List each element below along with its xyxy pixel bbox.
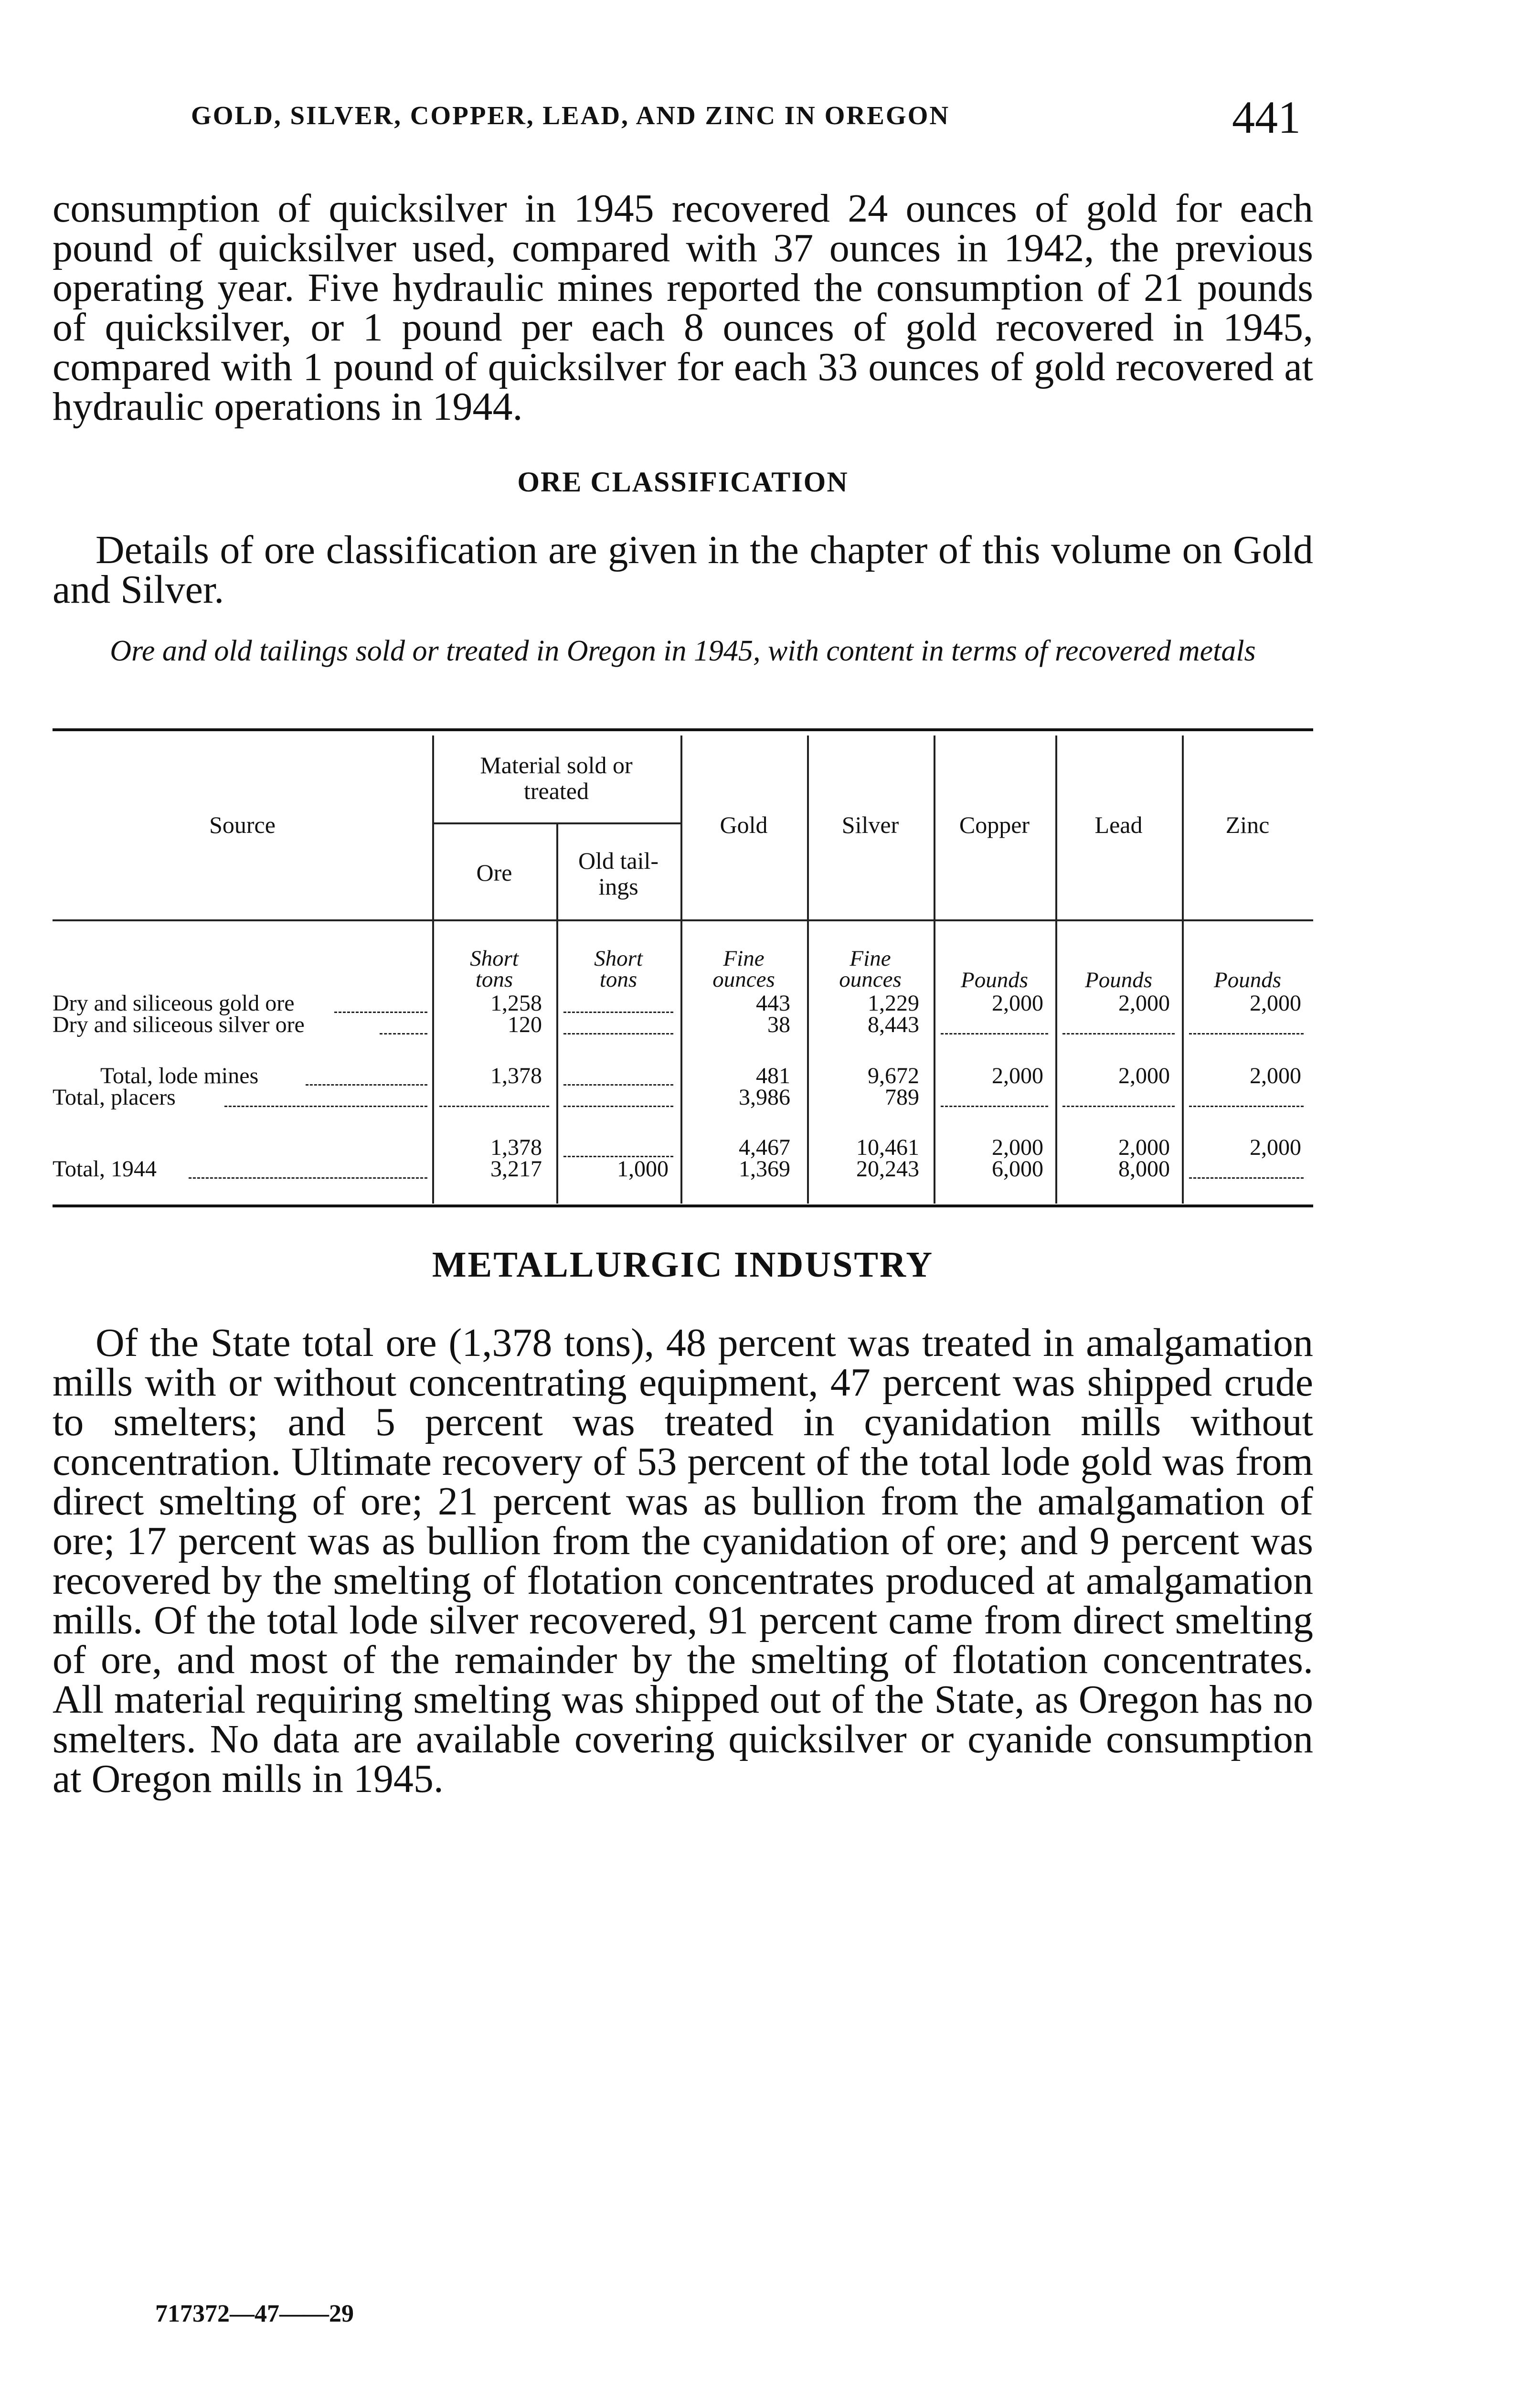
cell-copper: 2,000 (992, 991, 1043, 1016)
cell-empty (563, 1012, 673, 1013)
cell-silver: 789 (885, 1085, 919, 1110)
cell-silver: 10,461 (856, 1135, 919, 1160)
cell-ore: 1,258 (490, 991, 542, 1016)
cell-empty (941, 1106, 1048, 1107)
header-subrule (432, 822, 680, 824)
row-source: Total, lode mines (100, 1063, 259, 1088)
table-top-rule (53, 728, 1313, 731)
cell-empty (1062, 1033, 1175, 1034)
col-divider (934, 736, 935, 1204)
ore-classification-paragraph: Details of ore classification are given in the chapter of this volume on Gold and Silver. (53, 528, 1313, 612)
leader-dots (306, 1084, 427, 1086)
metallurgic-heading: METALLURGIC INDUSTRY (432, 1245, 934, 1285)
cell-ore: 1,378 (490, 1063, 542, 1088)
cell-zinc: 2,000 (1250, 1135, 1301, 1160)
page-number: 441 (1232, 92, 1301, 143)
leader-dots (189, 1177, 427, 1179)
unit-old-tailings: Short tons (594, 946, 643, 992)
row-source: Total, 1944 (53, 1156, 157, 1182)
col-divider (680, 736, 682, 1204)
leader-dots (224, 1106, 427, 1107)
cell-silver: 9,672 (868, 1063, 919, 1088)
cell-lead: 8,000 (1118, 1156, 1170, 1182)
cell-copper: 6,000 (992, 1156, 1043, 1182)
cell-lead: 2,000 (1118, 1063, 1170, 1088)
cell-empty (1189, 1106, 1304, 1107)
cell-ore: 3,217 (490, 1156, 542, 1182)
cell-copper: 2,000 (992, 1135, 1043, 1160)
header-source: Source (209, 811, 276, 838)
cell-empty (1189, 1177, 1304, 1179)
cell-zinc: 2,000 (1250, 991, 1301, 1016)
cell-ore: 120 (508, 1012, 542, 1037)
unit-ore: Short tons (470, 946, 519, 992)
footer-code: 717372—47——29 (155, 2300, 354, 2327)
col-divider (807, 736, 809, 1204)
cell-empty (941, 1033, 1048, 1034)
cell-empty (563, 1106, 673, 1107)
col-divider (556, 824, 558, 1204)
cell-zinc: 2,000 (1250, 1063, 1301, 1088)
unit-gold: Fine ounces (712, 946, 775, 992)
ore-classification-heading: ORE CLASSIFICATION (517, 466, 849, 498)
header-rule (53, 919, 1313, 921)
cell-lead: 2,000 (1118, 1135, 1170, 1160)
header-silver: Silver (841, 811, 899, 838)
unit-silver: Fine ounces (839, 946, 902, 992)
leader-dots (380, 1033, 427, 1034)
cell-ore: 1,378 (490, 1135, 542, 1160)
row-source: Dry and siliceous gold ore (53, 991, 295, 1016)
row-source: Total, placers (53, 1085, 176, 1110)
cell-empty (1062, 1106, 1175, 1107)
cell-gold: 4,467 (739, 1135, 790, 1160)
unit-copper: Pounds (961, 968, 1028, 992)
cell-gold: 38 (767, 1012, 790, 1037)
header-material: Material sold or treated (480, 752, 633, 804)
cell-old-tailings: 1,000 (617, 1156, 669, 1182)
cell-gold: 481 (756, 1063, 790, 1088)
col-divider (1182, 736, 1184, 1204)
row-source: Dry and siliceous silver ore (53, 1012, 305, 1037)
col-divider (432, 736, 434, 1204)
header-gold: Gold (720, 811, 768, 838)
metallurgic-paragraph: Of the State total ore (1,378 tons), 48 percent was treated in amalgamation mills with or without concentrating equipment, 47 percent was shipped crude to smelters; and 5 percent was treated in cyanidation mills without concentration. Ultimate recovery of 53 percent of the total lode gold was from direct smelting of ore; 21 percent was as bullion from the amalgamation of ore; 17 percent was as bullion from the cyanidation of ore; and 9 percent was recovered by the smelting of flotation concentrates produced at amalgamation mills. Of the total lode silver recovered, 91 percent came from direct smelting of ore, and most of the remainder by the smelting of flotation concentrates. All material requiring smelting was shipped out of the State, as Oregon has no smelters. No data are available covering quicksilver or cyanide consumption at Oregon mills in 1945. (53, 1321, 1313, 1801)
cell-empty (563, 1033, 673, 1034)
cell-silver: 8,443 (868, 1012, 919, 1037)
cell-gold: 1,369 (739, 1156, 790, 1182)
cell-empty (1189, 1033, 1304, 1034)
header-ore: Ore (476, 859, 512, 886)
header-zinc: Zinc (1225, 811, 1270, 838)
cell-copper: 2,000 (992, 1063, 1043, 1088)
header-lead: Lead (1094, 811, 1143, 838)
header-old-tailings: Old tail-ings (578, 847, 659, 900)
cell-silver: 20,243 (856, 1156, 919, 1182)
cell-empty (439, 1106, 549, 1107)
col-divider (1055, 736, 1057, 1204)
running-head: GOLD, SILVER, COPPER, LEAD, AND ZINC IN OREGON (191, 101, 950, 130)
unit-lead: Pounds (1085, 968, 1152, 992)
cell-gold: 3,986 (739, 1085, 790, 1110)
cell-gold: 443 (756, 991, 790, 1016)
unit-zinc: Pounds (1214, 968, 1281, 992)
table-caption: Ore and old tailings sold or treated in Oregon in 1945, with content in terms of recovered metals (110, 635, 1256, 667)
header-copper: Copper (959, 811, 1030, 838)
cell-lead: 2,000 (1118, 991, 1170, 1016)
cell-empty (563, 1084, 673, 1086)
table-bottom-rule (53, 1205, 1313, 1207)
cell-silver: 1,229 (868, 991, 919, 1016)
leader-dots (334, 1012, 427, 1013)
intro-paragraph: consumption of quicksilver in 1945 recovered 24 ounces of gold for each pound of quicksilver used, compared with 37 ounces in 1942, the previous operating year. Five hydraulic mines reported the consumption of 21 pounds of quicksilver, or 1 pound per each 8 ounces of gold recovered in 1945, compared with 1 pound of quicksilver for each 33 ounces of gold recovered at hydraulic operations in 1944. (53, 186, 1313, 429)
